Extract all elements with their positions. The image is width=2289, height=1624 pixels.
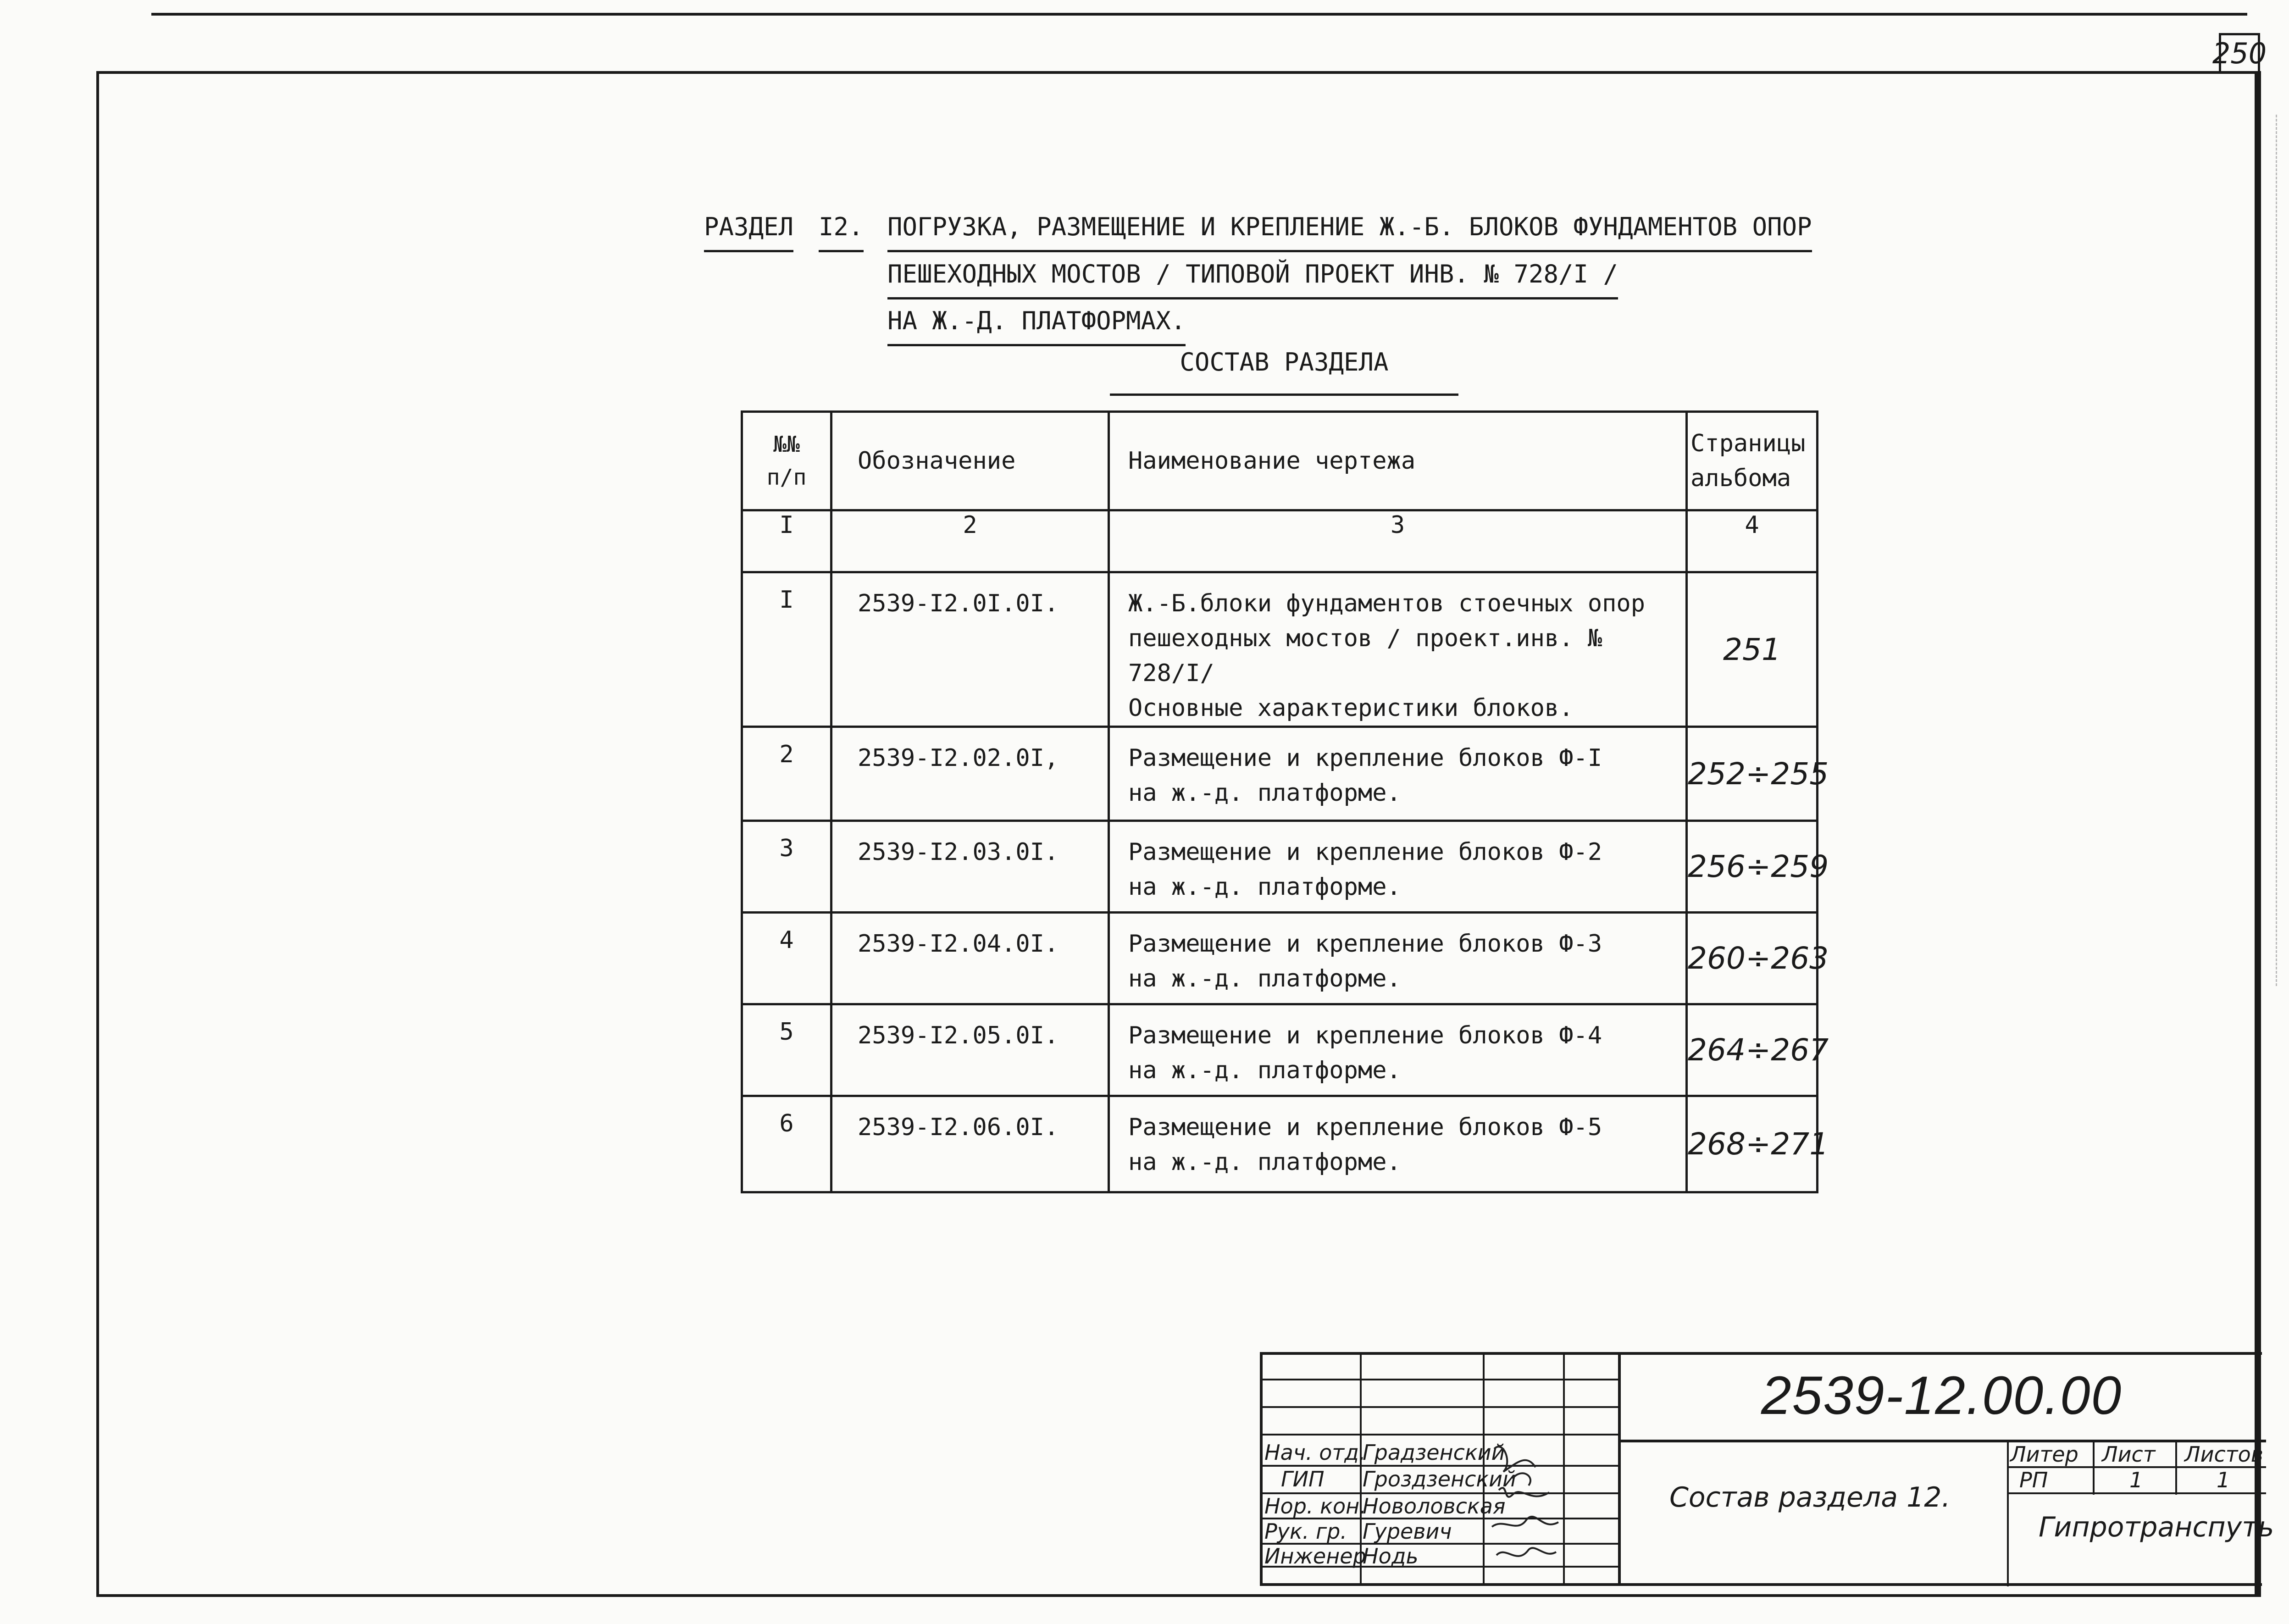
row-number: 6 — [742, 1096, 831, 1192]
section-subtitle: СОСТАВ РАЗДЕЛА — [1110, 339, 1458, 396]
row-name-line: Основные характеристики блоков. — [1128, 694, 1574, 722]
header-drawing-name: Наименование чертежа — [1109, 412, 1687, 510]
row-number: I — [742, 572, 831, 727]
signatory-name: Гуревич — [1363, 1519, 1452, 1544]
row-name-line: Размещение и крепление блоков Ф-4 — [1128, 1022, 1602, 1049]
row-name-line: Ж.-Б.блоки фундаментов стоечных опор — [1128, 590, 1646, 617]
row-drawing-name — [1109, 1096, 1687, 1192]
signatory-role: Инженер — [1264, 1544, 1366, 1569]
table-header-row — [742, 412, 1818, 510]
sheet-value: 1 — [2129, 1468, 2143, 1492]
row-name-line: на ж.-д. платформе. — [1128, 873, 1401, 901]
section-title-line-3: НА Ж.-Д. ПЛАТФОРМАХ. — [887, 298, 1186, 346]
row-name-line: на ж.-д. платформе. — [1128, 1057, 1401, 1084]
row-pages: 268÷271 — [1687, 1096, 1818, 1192]
header-pages-line-2: альбома — [1690, 465, 1791, 492]
section-number: I2. — [819, 204, 864, 252]
header-number-line-1: №№ — [773, 432, 800, 457]
row-number: 4 — [742, 913, 831, 1004]
row-drawing-name — [1109, 821, 1687, 913]
row-name-line: на ж.-д. платформе. — [1128, 779, 1401, 807]
litera-label: Литер — [2010, 1442, 2078, 1467]
row-drawing-name — [1109, 1004, 1687, 1096]
signatory-name: Нодь — [1363, 1544, 1419, 1569]
row-name-line: Размещение и крепление блоков Ф-2 — [1128, 838, 1602, 866]
row-name-line: на ж.-д. платформе. — [1128, 965, 1401, 992]
column-index-row — [742, 510, 1818, 572]
margin-tick-line — [2276, 115, 2278, 986]
litera-value: РП — [2019, 1468, 2048, 1492]
table-row — [742, 727, 1818, 821]
table-row — [742, 572, 1818, 727]
organization-name: Гипротранспуть — [2039, 1511, 2274, 1543]
table-row — [742, 1096, 1818, 1192]
row-pages: 256÷259 — [1687, 821, 1818, 913]
row-number: 5 — [742, 1004, 831, 1096]
row-pages: 264÷267 — [1687, 1004, 1818, 1096]
section-title-line-2: ПЕШЕХОДНЫХ МОСТОВ / ТИПОВОЙ ПРОЕКТ ИНВ. № 728/I / — [887, 251, 1618, 299]
sheets-label: Листов — [2184, 1442, 2263, 1467]
row-number: 3 — [742, 821, 831, 913]
signatory-name: Новоловская — [1363, 1494, 1506, 1519]
sheet-number: 250 — [2219, 33, 2260, 72]
row-name-line: Размещение и крепление блоков Ф-3 — [1128, 930, 1602, 958]
header-number-line-2: п/п — [766, 465, 807, 490]
row-number: 2 — [742, 727, 831, 821]
column-index-4: 4 — [1687, 510, 1818, 572]
row-pages: 251 — [1687, 572, 1818, 727]
top-border-line — [151, 13, 2247, 16]
row-designation: 2539-I2.03.0I. — [831, 821, 1109, 913]
row-pages: 252÷255 — [1687, 727, 1818, 821]
row-drawing-name — [1109, 727, 1687, 821]
document-code: 2539-12.00.00 — [1761, 1365, 2123, 1426]
column-index-3: 3 — [1109, 510, 1687, 572]
row-designation: 2539-I2.05.0I. — [831, 1004, 1109, 1096]
row-drawing-name — [1109, 913, 1687, 1004]
header-pages — [1687, 412, 1818, 510]
header-designation: Обозначение — [831, 412, 1109, 510]
row-designation: 2539-I2.04.0I. — [831, 913, 1109, 1004]
table-row — [742, 821, 1818, 913]
row-name-line: Размещение и крепление блоков Ф-5 — [1128, 1114, 1602, 1141]
row-name-line: Размещение и крепление блоков Ф-I — [1128, 744, 1602, 772]
column-index-2: 2 — [831, 510, 1109, 572]
section-label: РАЗДЕЛ — [704, 204, 793, 252]
signatory-role: Рук. гр. — [1264, 1519, 1347, 1544]
handwritten-signatures — [1485, 1435, 1563, 1573]
column-index-1: I — [742, 510, 831, 572]
section-contents-table — [741, 410, 1829, 1193]
row-name-line: пешеходных мостов / проект.инв. № 728/I/ — [1128, 625, 1602, 687]
sheet-label: Лист — [2102, 1442, 2156, 1467]
table-row — [742, 1004, 1818, 1096]
row-drawing-name — [1109, 572, 1687, 727]
section-title-line-1: ПОГРУЗКА, РАЗМЕЩЕНИЕ И КРЕПЛЕНИЕ Ж.-Б. БЛОКОВ ФУНДАМЕНТОВ ОПОР — [887, 204, 1812, 252]
signatory-role: ГИП — [1281, 1467, 1325, 1491]
signatory-role: Нач. отд. — [1264, 1440, 1366, 1465]
table-row — [742, 913, 1818, 1004]
sheet-title: Состав раздела 12. — [1669, 1481, 1951, 1513]
signatory-role: Нор. кон. — [1264, 1494, 1366, 1519]
header-number — [742, 412, 831, 510]
signatory-name: Градзенский — [1363, 1440, 1505, 1465]
sheets-value: 1 — [2217, 1468, 2230, 1492]
row-designation: 2539-I2.06.0I. — [831, 1096, 1109, 1192]
row-designation: 2539-I2.02.0I, — [831, 727, 1109, 821]
signatory-name: Гроздзенский — [1363, 1467, 1516, 1491]
header-pages-line-1: Страницы — [1690, 430, 1806, 457]
row-pages: 260÷263 — [1687, 913, 1818, 1004]
row-name-line: на ж.-д. платформе. — [1128, 1148, 1401, 1176]
row-designation: 2539-I2.0I.0I. — [831, 572, 1109, 727]
